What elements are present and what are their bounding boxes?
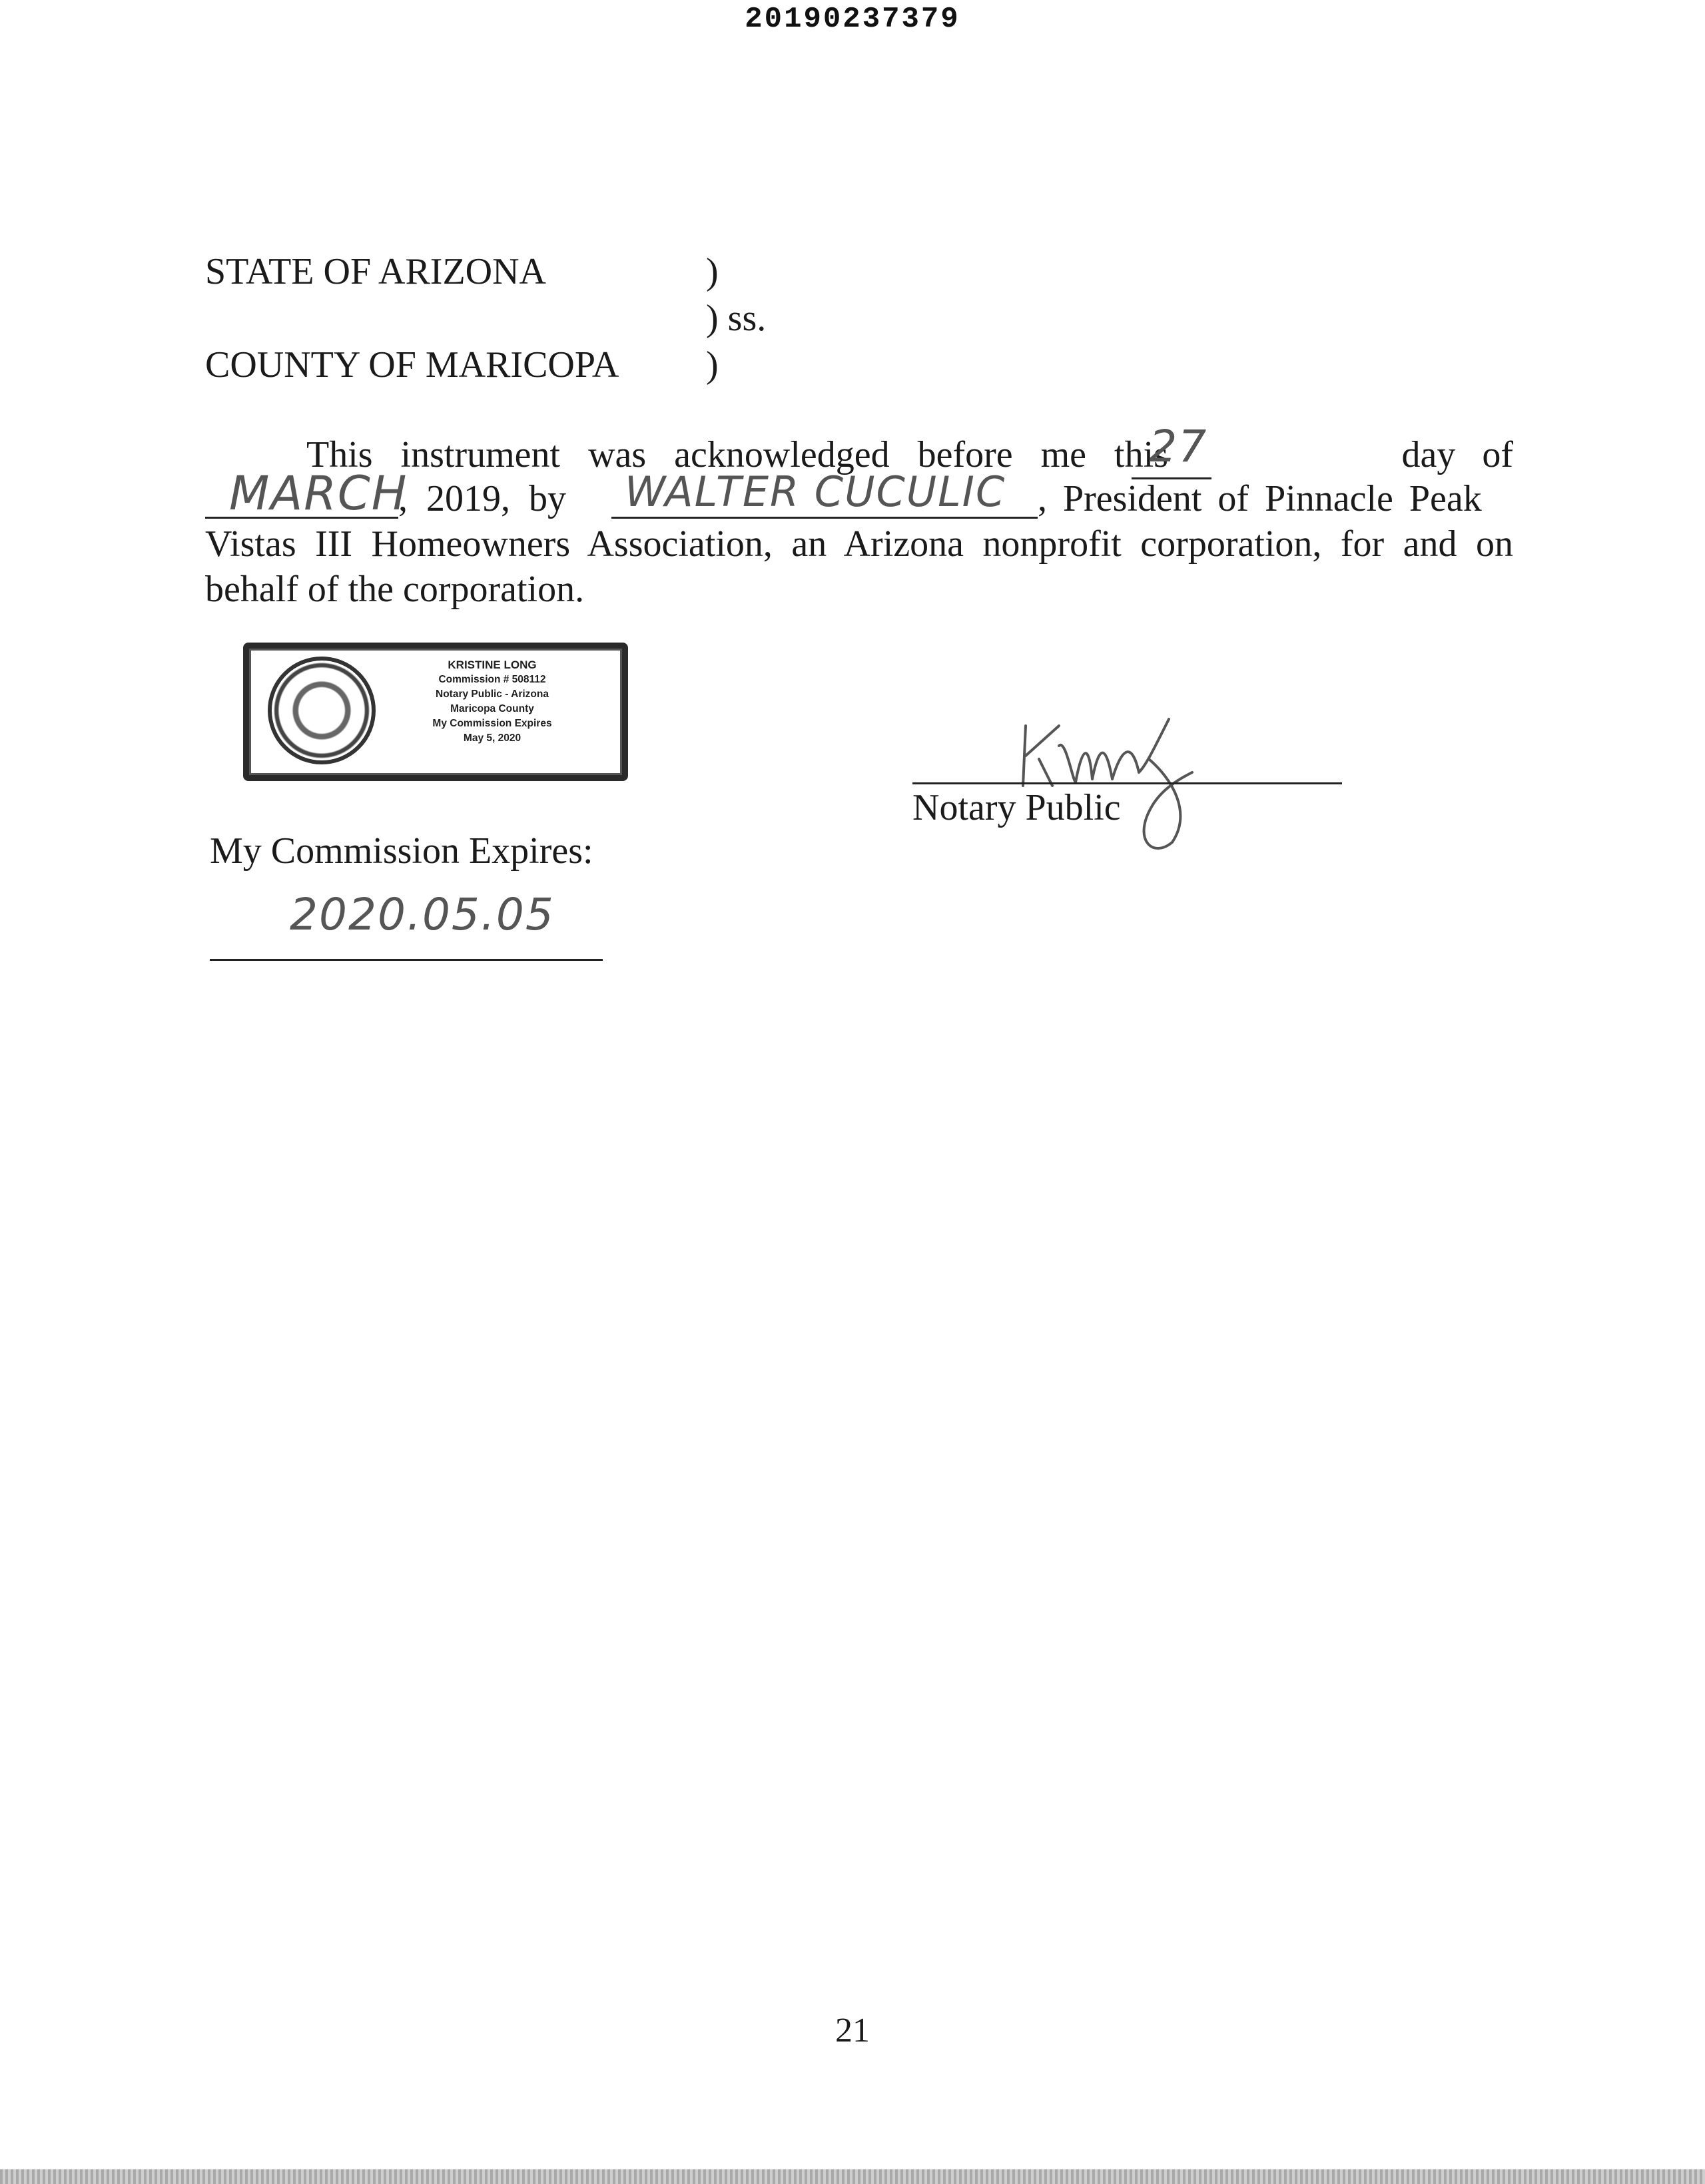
stamp-commission: Commission # 508112: [438, 674, 546, 685]
ack-month-handwritten: MARCH: [229, 466, 408, 521]
notary-stamp-text: [369, 658, 615, 746]
stamp-title: Notary Public - Arizona: [436, 688, 549, 700]
notary-seal-icon: [268, 657, 376, 764]
signature-icon: [1012, 706, 1212, 852]
commission-date-handwritten: 2020.05.05: [290, 889, 555, 940]
ack-text-3: , President of Pinnacle Peak: [1038, 478, 1482, 519]
stamp-name: KRISTINE LONG: [448, 659, 537, 671]
notary-public-label: Notary Public: [912, 787, 1121, 828]
ack-line-4: behalf of the corporation.: [205, 569, 585, 610]
ack-text-1: This instrument was acknowledged before me this: [306, 434, 1168, 475]
commission-expires-label: My Commission Expires:: [210, 830, 593, 872]
stamp-county: Maricopa County: [450, 703, 534, 714]
page-number: 21: [835, 2012, 870, 2049]
stamp-expires-label: My Commission Expires: [432, 718, 552, 729]
ack-year-text: , 2019, by: [398, 478, 566, 519]
state-line: STATE OF ARIZONA: [205, 251, 546, 292]
ack-line-3: Vistas III Homeowners Association, an Arizona nonprofit corporation, for and on: [205, 523, 1513, 565]
ack-text-2: day of: [1401, 434, 1513, 475]
venue-paren-3: ): [706, 344, 719, 386]
ack-name-handwritten: WALTER CUCULIC: [625, 467, 1006, 516]
venue-paren-ss: ) ss.: [706, 298, 767, 339]
ack-day-blank: [1132, 421, 1211, 477]
venue-paren-1: ): [706, 251, 719, 292]
notary-stamp: [243, 643, 628, 781]
stamp-expires-date: May 5, 2020: [463, 732, 521, 744]
ack-day-handwritten: 27: [1149, 421, 1208, 472]
commission-date-line: [210, 959, 603, 961]
county-line: COUNTY OF MARICOPA: [205, 344, 619, 386]
name-underline: [611, 517, 1038, 519]
scan-edge-bar: [0, 2169, 1705, 2184]
document-number: 20190237379: [745, 3, 960, 36]
signature-line: [912, 782, 1342, 784]
notary-signature: [1012, 706, 1212, 852]
ack-line-2: [205, 466, 1513, 523]
